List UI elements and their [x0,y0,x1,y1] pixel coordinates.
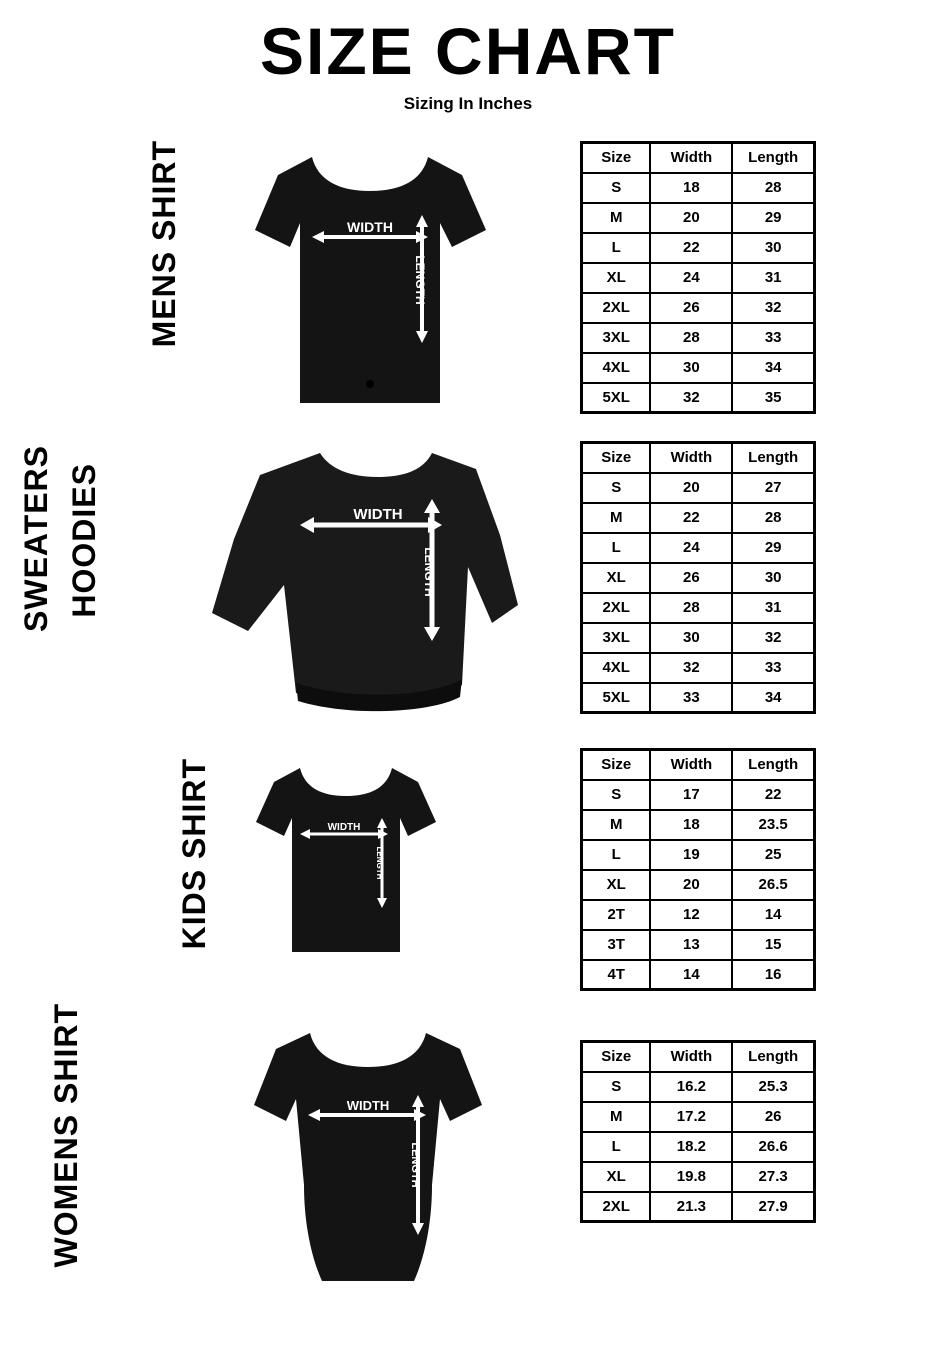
garment-illustration-kids-shirt [200,748,580,1003]
cell-length: 28 [732,503,814,533]
kids-shirt-svg [200,748,530,998]
cell-size: L [582,533,651,563]
col-length: Length [732,443,814,473]
garment-illustration-sweater [200,435,580,735]
cell-length: 31 [732,593,814,623]
cell-length: 33 [732,653,814,683]
cell-length: 35 [732,383,814,413]
cell-size: 2XL [582,593,651,623]
cell-width: 32 [650,653,732,683]
cell-length: 34 [732,353,814,383]
table-row [582,683,815,713]
col-length: Length [732,143,814,173]
table-row [582,1132,815,1162]
table-row [582,960,815,990]
size-table-sweaters [580,441,816,714]
cell-width: 20 [650,203,732,233]
table-row [582,353,815,383]
cell-width: 22 [650,233,732,263]
cell-width: 32 [650,383,732,413]
length-label-mens: LENGTH [413,255,427,305]
section-womens-shirt [0,1003,936,1345]
category-label-wrap-kids [0,748,212,1003]
cell-size: M [582,1102,651,1132]
col-length: Length [732,1042,814,1072]
table-row [582,233,815,263]
cell-size: S [582,173,651,203]
table-row [582,1102,815,1132]
cell-size: XL [582,263,651,293]
cell-size: 4XL [582,653,651,683]
cell-size: 5XL [582,383,651,413]
cell-size: S [582,780,651,810]
table-wrap-womens [580,1015,830,1223]
cell-width: 26 [650,293,732,323]
cell-size: XL [582,1162,651,1192]
cell-width: 12 [650,900,732,930]
cell-length: 14 [732,900,814,930]
cell-width: 18 [650,173,732,203]
cell-width: 21.3 [650,1192,732,1222]
cell-length: 27.3 [732,1162,814,1192]
table-row [582,870,815,900]
cell-size: M [582,203,651,233]
category-label-sweaters-line2: HOODIES [66,463,102,618]
category-label-mens: MENS SHIRT [146,140,182,348]
cell-width: 28 [650,323,732,353]
section-kids-shirt [0,748,936,1003]
cell-size: 4T [582,960,651,990]
cell-width: 16.2 [650,1072,732,1102]
size-table-kids [580,748,816,991]
table-row [582,653,815,683]
table-row [582,503,815,533]
table-row [582,203,815,233]
col-size: Size [582,143,651,173]
cell-length: 15 [732,930,814,960]
category-label-kids: KIDS SHIRT [176,758,212,950]
table-header-row [582,143,815,173]
table-row [582,1192,815,1222]
size-table-mens [580,141,816,414]
table-row [582,323,815,353]
col-size: Size [582,443,651,473]
page-subtitle: Sizing In Inches [403,94,533,113]
length-label-sweater: LENGTH [422,547,436,597]
category-label-wrap-womens [0,1003,200,1345]
table-header-row [582,1042,815,1072]
cell-width: 18.2 [650,1132,732,1162]
cell-length: 23.5 [732,810,814,840]
category-label-wrap-mens [0,135,200,425]
col-width: Width [650,1042,732,1072]
cell-length: 28 [732,173,814,203]
cell-width: 17.2 [650,1102,732,1132]
cell-width: 19 [650,840,732,870]
table-row [582,173,815,203]
table-wrap-kids [580,748,830,991]
width-label-kids: WIDTH [327,822,361,833]
cell-width: 26 [650,563,732,593]
cell-width: 22 [650,503,732,533]
table-row [582,840,815,870]
cell-size: L [582,1132,651,1162]
col-length: Length [732,750,814,780]
col-width: Width [650,443,732,473]
table-wrap-mens [580,135,830,414]
cell-length: 27 [732,473,814,503]
category-label-wrap-sweaters [0,435,200,735]
table-row [582,383,815,413]
table-header-row [582,443,815,473]
womens-shirt-svg [200,1015,540,1305]
page-title: SIZE CHART [260,14,676,88]
cell-width: 30 [650,623,732,653]
length-label-kids: LENGTH [375,846,384,880]
table-row [582,780,815,810]
cell-length: 16 [732,960,814,990]
category-label-sweaters-line1: SWEATERS [18,445,54,632]
cell-width: 30 [650,353,732,383]
cell-size: M [582,503,651,533]
cell-width: 24 [650,263,732,293]
cell-size: 2XL [582,1192,651,1222]
cell-size: 5XL [582,683,651,713]
garment-illustration-mens-shirt [200,135,580,425]
table-row [582,1072,815,1102]
cell-length: 31 [732,263,814,293]
width-label-mens: WIDTH [347,219,393,235]
cell-length: 33 [732,323,814,353]
cell-size: 3XL [582,623,651,653]
cell-width: 20 [650,473,732,503]
col-size: Size [582,750,651,780]
size-table-womens [580,1040,816,1223]
cell-length: 22 [732,780,814,810]
cell-size: S [582,473,651,503]
cell-width: 17 [650,780,732,810]
col-size: Size [582,1042,651,1072]
cell-width: 13 [650,930,732,960]
sweater-svg [200,435,560,730]
cell-size: 3T [582,930,651,960]
cell-size: 2T [582,900,651,930]
cell-length: 34 [732,683,814,713]
table-row [582,623,815,653]
section-mens-shirt [0,135,936,425]
table-row [582,473,815,503]
table-row [582,930,815,960]
cell-size: XL [582,563,651,593]
cell-length: 32 [732,623,814,653]
table-row [582,293,815,323]
cell-size: 4XL [582,353,651,383]
length-label-womens: LENGTH [409,1142,421,1188]
page-header [0,0,936,114]
col-width: Width [650,143,732,173]
cell-size: S [582,1072,651,1102]
cell-length: 25.3 [732,1072,814,1102]
category-label-womens: WOMENS SHIRT [48,1003,84,1268]
col-width: Width [650,750,732,780]
cell-length: 29 [732,203,814,233]
cell-width: 28 [650,593,732,623]
table-row [582,263,815,293]
cell-size: 2XL [582,293,651,323]
cell-width: 24 [650,533,732,563]
cell-length: 26 [732,1102,814,1132]
cell-size: 3XL [582,323,651,353]
cell-length: 30 [732,563,814,593]
table-row [582,593,815,623]
table-header-row [582,750,815,780]
cell-size: L [582,840,651,870]
cell-length: 27.9 [732,1192,814,1222]
garment-illustration-womens-shirt [200,1015,580,1310]
width-label-sweater: WIDTH [353,506,403,523]
cell-size: L [582,233,651,263]
cell-length: 25 [732,840,814,870]
table-row [582,533,815,563]
cell-length: 32 [732,293,814,323]
width-label-womens: WIDTH [346,1098,390,1113]
table-row [582,810,815,840]
cell-length: 26.5 [732,870,814,900]
cell-length: 29 [732,533,814,563]
table-wrap-sweaters [580,435,830,714]
cell-width: 14 [650,960,732,990]
mens-shirt-svg [200,135,530,420]
cell-width: 33 [650,683,732,713]
cell-length: 30 [732,233,814,263]
cell-width: 18 [650,810,732,840]
table-row [582,900,815,930]
cell-width: 19.8 [650,1162,732,1192]
cell-size: M [582,810,651,840]
table-row [582,563,815,593]
table-row [582,1162,815,1192]
cell-width: 20 [650,870,732,900]
cell-size: XL [582,870,651,900]
section-sweaters-hoodies [0,435,936,735]
cell-length: 26.6 [732,1132,814,1162]
